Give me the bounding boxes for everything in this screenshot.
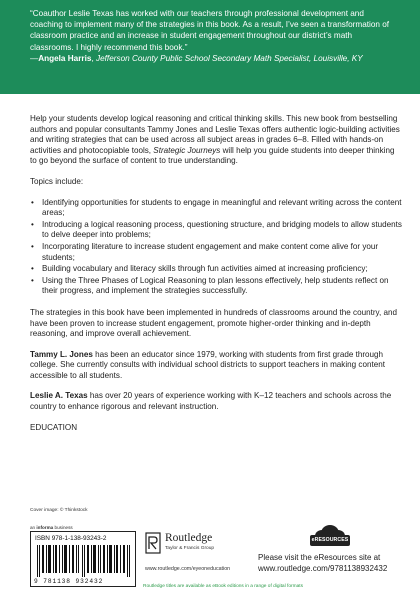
endorser-affiliation: Jefferson County Public School Secondary Math Specialist, Louisville, KY (96, 53, 363, 63)
cover-image-credit: Cover image: © Thinkstock (30, 508, 88, 513)
intro-text-part1: Help your students develop logical reasoning and critical thinking skills. This new book from bestselling authors and popular consultants Tammy Jones and Leslie Texas offers authentic logic-building activities and writing strategies that can be used across all subject areas in grades 6–8. Filled with hands-on activities and photocopiable tools, (30, 114, 400, 155)
eresources-url: www.routledge.com/9781138932432 (258, 564, 388, 573)
eresources-logo-icon (310, 523, 350, 549)
barcode-icon (37, 545, 131, 577)
topics-heading: Topics include: (30, 176, 84, 186)
topic-item: • Identifying opportunities for students to engage in meaningful and relevant writing across the content areas; (42, 198, 402, 219)
endorser-name: Angela Harris (38, 53, 92, 63)
topic-item: • Building vocabulary and literacy skills through fun activities aimed at increasing proficiency; (42, 264, 402, 275)
author-name: Leslie A. Texas (30, 391, 88, 401)
intro-paragraph (30, 114, 402, 167)
topics-list (30, 198, 402, 297)
isbn-label: ISBN 978-1-138-93243-2 (35, 535, 107, 542)
topic-item: • Incorporating literature to increase student engagement and make content come alive for your students; (42, 242, 402, 263)
strategies-paragraph: The strategies in this book have been implemented in hundreds of classrooms around the country, and have been proven to increase student engagement, promote higher-order thinking and in-depth reasoning, and improve overall achievement. (30, 307, 397, 339)
author-name: Tammy L. Jones (30, 349, 93, 359)
informa-business-line (30, 525, 73, 530)
book-title-italic: Strategic Journeys (153, 145, 221, 155)
intro-text-part2: will help you guide students into deeper thinking to go beyond the surface of content to true understanding. (30, 145, 395, 166)
informa-suffix: business (53, 525, 73, 530)
eresources-badge (310, 523, 350, 549)
topic-item: • Using the Three Phases of Logical Reasoning to plan lessons effectively, help students reflect on their progress, and implement the strategies successfully. (42, 276, 402, 297)
publisher-block (145, 532, 255, 578)
back-cover-description (30, 114, 402, 443)
routledge-logo-icon (145, 532, 161, 554)
author-bio-texas (30, 391, 402, 412)
topic-item: • Introducing a logical reasoning process, questioning structure, and bridging models to allow students to delve deeper into problems; (42, 220, 402, 241)
endorsement-quote-text: “Coauthor Leslie Texas has worked with our teachers through professional development and coaching to implement many of the strategies in this book. As a result, I’ve seen a transformation of classroom practice and an increase in student engagement throughout our district’s math classrooms. I highly recommend this book.” (30, 9, 390, 52)
author-bio-jones (30, 350, 402, 382)
publisher-name: Routledge (165, 532, 213, 544)
barcode-digits: 9 781138 932432 (34, 578, 104, 585)
informa-brand: informa (36, 525, 54, 530)
author-bio-text: has over 20 years of experience working with K–12 teachers and schools across the country to enhance rigorous and relevant instruction. (30, 391, 392, 412)
eresources-visit-line: Please visit the eResources site at (258, 553, 381, 562)
informa-prefix: an (30, 525, 37, 530)
endorsement-quote-band (0, 0, 420, 94)
eresources-visit-text (258, 552, 403, 574)
isbn-barcode (30, 531, 136, 587)
subject-category: EDUCATION (30, 422, 78, 432)
endorsement-attribution: —Angela Harris, Jefferson County Public School Secondary Math Specialist, Louisville, KY (30, 53, 363, 63)
publisher-group: Taylor & Francis Group (165, 546, 215, 551)
eresources-badge-label: eRESOURCES (311, 537, 349, 543)
author-bio-text: has been an educator since 1979, working with students from first grade through college. She currently consults with individual school districts to support teachers in making content accessible to all students. (30, 349, 385, 380)
publisher-url: www.routledge.com/eyeoneducation (145, 566, 231, 572)
ebook-availability-note: Routledge titles are available as eBook editions in a range of digital formats (143, 584, 303, 589)
attribution-dash: — (30, 53, 39, 63)
